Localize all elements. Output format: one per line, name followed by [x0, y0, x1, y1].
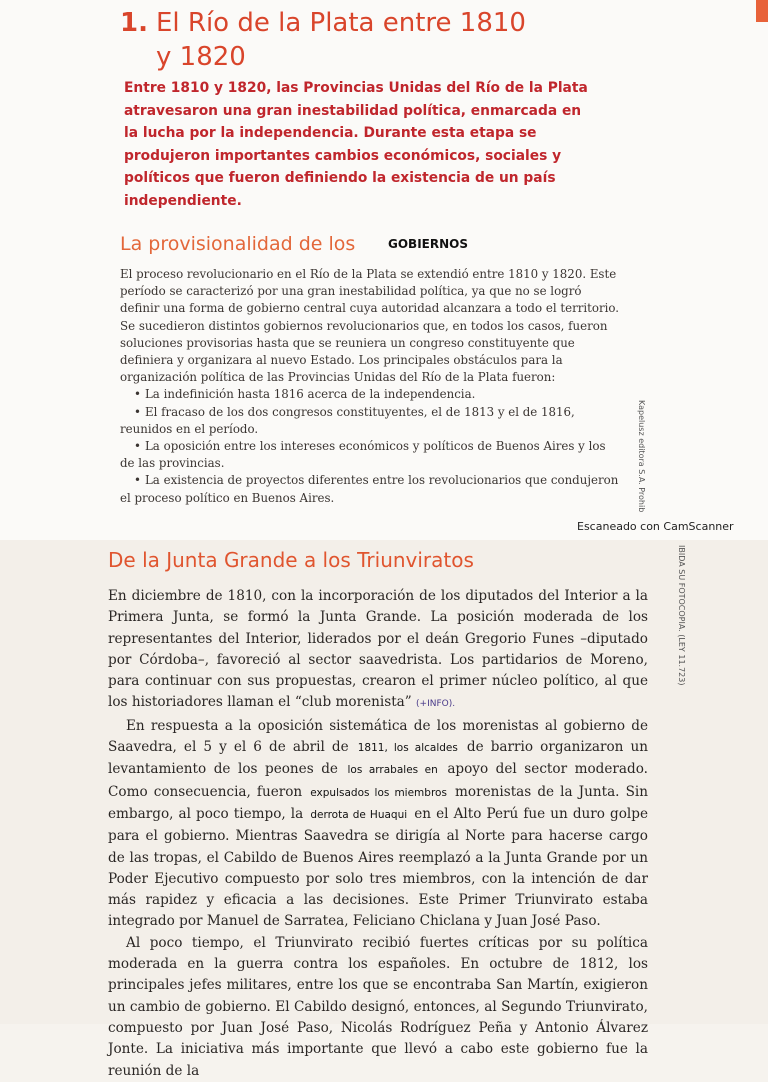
- lead-paragraph: Entre 1810 y 1820, las Provincias Unidas del Río de la Plata atravesaron una gran inestabilidad política, enmarcada en la lucha por la independencia. Durante esta etapa se produjeron importantes cambios económicos, sociales y políticos que fueron definiendo la existencia de un país independiente.: [124, 80, 588, 209]
- section-heading-triunviratos: De la Junta Grande a los Triunviratos: [108, 548, 474, 572]
- list-item: • La indefinición hasta 1816 acerca de la independencia.: [134, 387, 476, 402]
- overlay-text: los arrabales en: [347, 764, 438, 777]
- chapter-title: [120, 6, 640, 74]
- section1-body: [120, 266, 620, 507]
- handwritten-overlay-gobiernos: GOBIERNOS: [388, 237, 468, 251]
- chapter-title-line1: El Río de la Plata entre 1810: [155, 8, 526, 38]
- section2-paragraph-2: En respuesta a la oposición sistemática de los morenistas al gobierno de Saavedra, el 5 y el 6 de abril de 1811, los alcaldes de barrio organizaron un levantamiento de los peones de los arrabales en apoyo del sector moderado. Como consecuencia, fueron expulsados los miembros morenistas de la Junta. Sin embargo, al poco tiempo, la derrota de Huaqui en el Alto Perú fue un duro golpe para el gobierno. Mientras Saavedra se dirigía al Norte para hacerse cargo de las tropas, el Cabildo de Buenos Aires reemplazó a la Junta Grande por un Poder Ejecutivo compuesto por solo tres miembros, con la intención de dar más rapidez y eficacia a las decisiones. Este Primer Triunvirato estaba integrado por Manuel de Sarratea, Feliciano Chiclana y Juan José Paso.: [108, 717, 649, 930]
- publisher-side-note: Kapelusz editora S.A. Prohib: [637, 400, 646, 513]
- section2-paragraph-3: Al poco tiempo, el Triunvirato recibió fuertes críticas por su política moderada en la guerra contra los españoles. En octubre de 1812, los principales jefes militares, entre los que se encontraba San Martín, exigieron un cambio de gobierno. El Cabildo designó, entonces, al Segundo Triunvirato, compuesto por Juan José Paso, Nicolás Rodríguez Peña y Antonio Álvarez Jonte. La iniciativa más importante que llevó a cabo este gobierno fue la reunión de la: [108, 934, 648, 1079]
- chapter-title-line2: y 1820: [156, 42, 246, 72]
- list-item: • La existencia de proyectos diferentes entre los revolucionarios que condujeron el proceso político en Buenos Aires.: [120, 473, 619, 505]
- scanner-watermark: Escaneado con CamScanner: [577, 520, 734, 533]
- chapter-number: 1.: [120, 8, 148, 38]
- section1-paragraph: El proceso revolucionario en el Río de la Plata se extendió entre 1810 y 1820. Este período se caracterizó por una gran inestabilidad política, ya que no se logró definir una forma de gobierno central cuya autoridad alcanzara a todo el territorio. Se sucedieron distintos gobiernos revolucionarios que, en todos los casos, fueron soluciones provisorias hasta que se reuniera un congreso constituyente que definiera y organizara al nuevo Estado. Los principales obstáculos para la organización política de las Provincias Unidas del Río de la Plata fueron:: [120, 267, 620, 385]
- overlay-text: expulsados los miembros: [310, 786, 447, 799]
- page-edge-marker: [756, 0, 768, 22]
- copyright-side-note: IBIDA SU FOTOCOPIA. (LEY 11.723): [677, 545, 686, 686]
- section-heading-provisionalidad: La provisionalidad de los: [120, 233, 356, 255]
- list-item: • La oposición entre los intereses económicos y políticos de Buenos Aires y los de las provincias.: [120, 439, 606, 471]
- info-tag[interactable]: (+INFO).: [416, 699, 456, 710]
- section2-paragraph-1: En diciembre de 1810, con la incorporación de los diputados del Interior a la Primera Junta, se formó la Junta Grande. La posición moderada de los representantes del Interior, liderados por el deán Gregorio Funes –diputado por Córdoba–, favoreció al sector saavedrista. Los partidarios de Moreno, para continuar con sus propuestas, crearon el primer núcleo político, al que los historiadores llaman el “club morenista” (+INFO).: [108, 588, 648, 711]
- section2-body: [108, 586, 648, 1082]
- overlay-text: derrota de Huaqui: [310, 808, 408, 821]
- overlay-text: 1811, los alcaldes: [357, 742, 458, 755]
- obstacles-list: [120, 386, 620, 506]
- list-item: • El fracaso de los dos congresos constituyentes, el de 1813 y el de 1816, reunidos en el período.: [120, 404, 575, 436]
